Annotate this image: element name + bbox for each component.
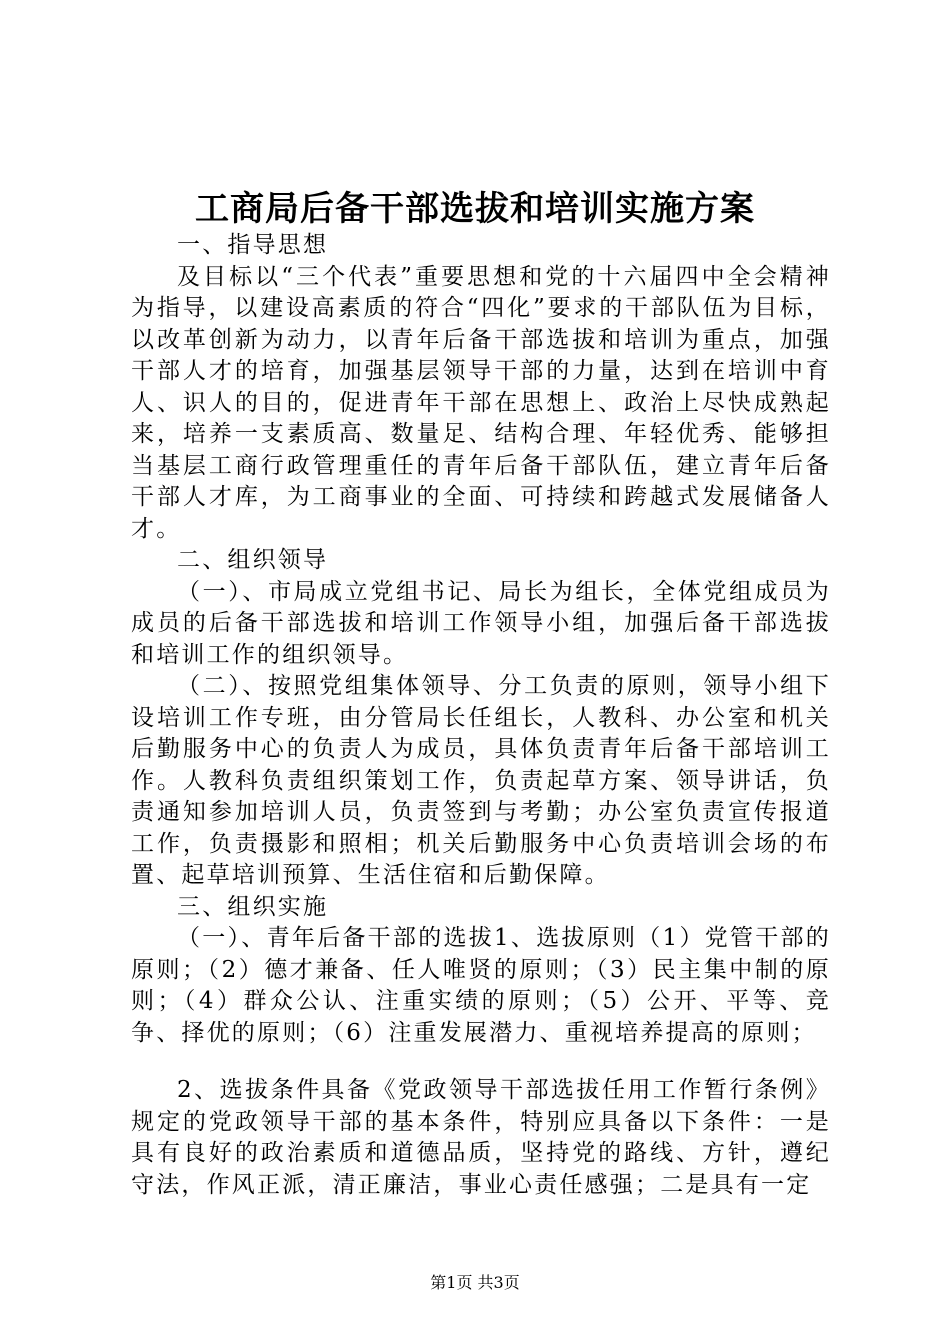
paragraph-selection-conditions: 2、选拔条件具备《党政领导干部选拔任用工作暂行条例》规定的党政领导干部的基本条件，特别应具备以下条件：一是具有良好的政治素质和道德品质，坚持党的路线、方针，遵纪守法，作风正派，清正廉洁，事业心责任感强；二是具有一定 bbox=[131, 1077, 831, 1198]
paragraph-leadership-group: （一）、市局成立党组书记、局长为组长，全体党组成员为成员的后备干部选拔和培训工作领导小组，加强后备干部选拔和培训工作的组织领导。 bbox=[131, 578, 831, 668]
section-heading-organization-leadership: 二、组织领导 bbox=[177, 547, 329, 573]
page-footer: 第1页 共3页 bbox=[430, 1273, 520, 1292]
section-heading-implementation: 三、组织实施 bbox=[177, 893, 329, 920]
paragraph-selection-principles: （一）、青年后备干部的选拔1、选拔原则（1）党管干部的原则；（2）德才兼备、任人唯贤的原则；（3）民主集中制的原则；（4）群众公认、注重实绩的原则；（5）公开、平等、竞争、择优的原则；（6）注重发展潜力、重视培养提高的原则； bbox=[131, 925, 831, 1046]
document-title: 工商局后备干部选拔和培训实施方案 bbox=[195, 189, 755, 229]
paragraph-training-team: （二）、按照党组集体领导、分工负责的原则，领导小组下设培训工作专班，由分管局长任组长，人教科、办公室和机关后勤服务中心的负责人为成员，具体负责青年后备干部培训工作。人教科负责组织策划工作，负责起草方案、领导讲话，负责通知参加培训人员，负责签到与考勤；办公室负责宣传报道工作，负责摄影和照相；机关后勤服务中心负责培训会场的布置、起草培训预算、生活住宿和后勤保障。 bbox=[131, 673, 831, 888]
paragraph-gap bbox=[131, 1049, 831, 1075]
document-body bbox=[131, 230, 831, 1201]
section-heading-guiding-ideology: 一、指导思想 bbox=[177, 232, 329, 258]
paragraph-guiding-ideology: 及目标以“三个代表”重要思想和党的十六届四中全会精神为指导，以建设高素质的符合“四化”要求的干部队伍为目标，以改革创新为动力，以青年后备干部选拔和培训为重点，加强干部人才的培育，加强基层领导干部的力量，达到在培训中育人、识人的目的，促进青年干部在思想上、政治上尽快成熟起来，培养一支素质高、数量足、结构合理、年轻优秀、能够担当基层工商行政管理重任的青年后备干部队伍，建立青年后备干部人才库，为工商事业的全面、可持续和跨越式发展储备人才。 bbox=[131, 263, 831, 542]
